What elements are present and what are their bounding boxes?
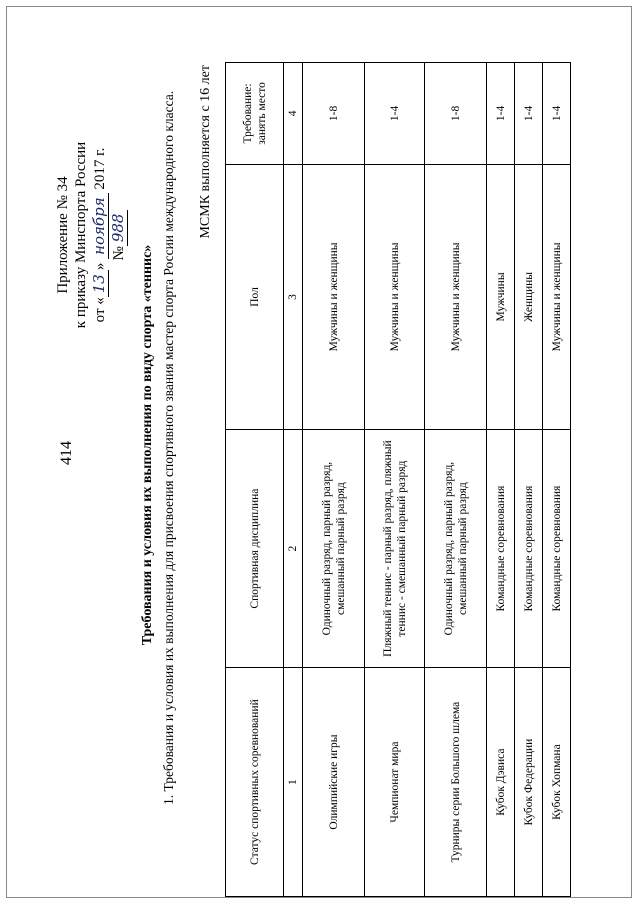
table-row bbox=[515, 63, 543, 897]
date-day: 13 bbox=[90, 270, 109, 297]
header-cell: Спортивная дисциплина bbox=[226, 430, 284, 668]
gender-cell: Мужчины bbox=[487, 164, 515, 429]
status-cell: Турниры серии Большого шлема bbox=[425, 668, 487, 897]
table-row bbox=[425, 63, 487, 897]
table-row bbox=[543, 63, 571, 897]
discipline-cell: Пляжный теннис - парный разряд, пляжный теннис - смешанный парный разряд bbox=[365, 430, 425, 668]
status-cell: Кубок Хопмана bbox=[543, 668, 571, 897]
appendix-date-line bbox=[90, 125, 128, 345]
table-header-row bbox=[226, 63, 284, 897]
msmk-note: МСМК выполняется с 16 лет bbox=[198, 65, 213, 239]
appendix-block bbox=[54, 125, 128, 345]
discipline-cell: Командные соревнования bbox=[543, 430, 571, 668]
date-mid: » bbox=[92, 262, 108, 271]
appendix-line1: Приложение № 34 bbox=[55, 176, 71, 294]
status-cell: Олимпийские игры bbox=[303, 668, 365, 897]
date-month: ноября bbox=[90, 193, 109, 259]
discipline-cell: Одиночный разряд, парный разряд, смешанный парный разряд bbox=[425, 430, 487, 668]
table-row bbox=[365, 63, 425, 897]
number-cell: 3 bbox=[284, 164, 303, 429]
table-row bbox=[487, 63, 515, 897]
requirements-table bbox=[225, 62, 571, 897]
number-cell: 2 bbox=[284, 430, 303, 668]
place-cell: 1-4 bbox=[543, 63, 571, 165]
place-cell: 1-8 bbox=[303, 63, 365, 165]
header-cell: Статус спортивных соревнований bbox=[226, 668, 284, 897]
status-cell: Чемпионат мира bbox=[365, 668, 425, 897]
discipline-cell: Командные соревнования bbox=[487, 430, 515, 668]
place-cell: 1-4 bbox=[487, 63, 515, 165]
requirements-paragraph: 1. Требования и условия их выполнения для присвоения спортивного звания мастер спорта России международного класса. bbox=[161, 90, 176, 805]
place-cell: 1-4 bbox=[515, 63, 543, 165]
order-number: 988 bbox=[109, 210, 128, 247]
place-cell: 1-4 bbox=[365, 63, 425, 165]
table-row bbox=[303, 63, 365, 897]
gender-cell: Мужчины и женщины bbox=[543, 164, 571, 429]
gender-cell: Мужчины и женщины bbox=[365, 164, 425, 429]
page-number: 414 bbox=[58, 441, 75, 465]
header-cell: Пол bbox=[226, 164, 284, 429]
document-title: Требования и условия их выполнения по виду спорта «теннис» bbox=[140, 244, 155, 646]
gender-cell: Мужчины и женщины bbox=[425, 164, 487, 429]
number-cell: 4 bbox=[284, 63, 303, 165]
header-cell: Требование: занять место bbox=[226, 63, 284, 165]
number-cell: 1 bbox=[284, 668, 303, 897]
table-number-row bbox=[284, 63, 303, 897]
appendix-line2: к приказу Минспорта России bbox=[73, 141, 89, 329]
place-cell: 1-8 bbox=[425, 63, 487, 165]
status-cell: Кубок Федерации bbox=[515, 668, 543, 897]
status-cell: Кубок Дэвиса bbox=[487, 668, 515, 897]
date-year: 2017 г. № bbox=[92, 147, 127, 261]
discipline-cell: Одиночный разряд, парный разряд, смешанный парный разряд bbox=[303, 430, 365, 668]
gender-cell: Женщины bbox=[515, 164, 543, 429]
date-prefix: от « bbox=[92, 297, 108, 323]
gender-cell: Мужчины и женщины bbox=[303, 164, 365, 429]
discipline-cell: Командные соревнования bbox=[515, 430, 543, 668]
